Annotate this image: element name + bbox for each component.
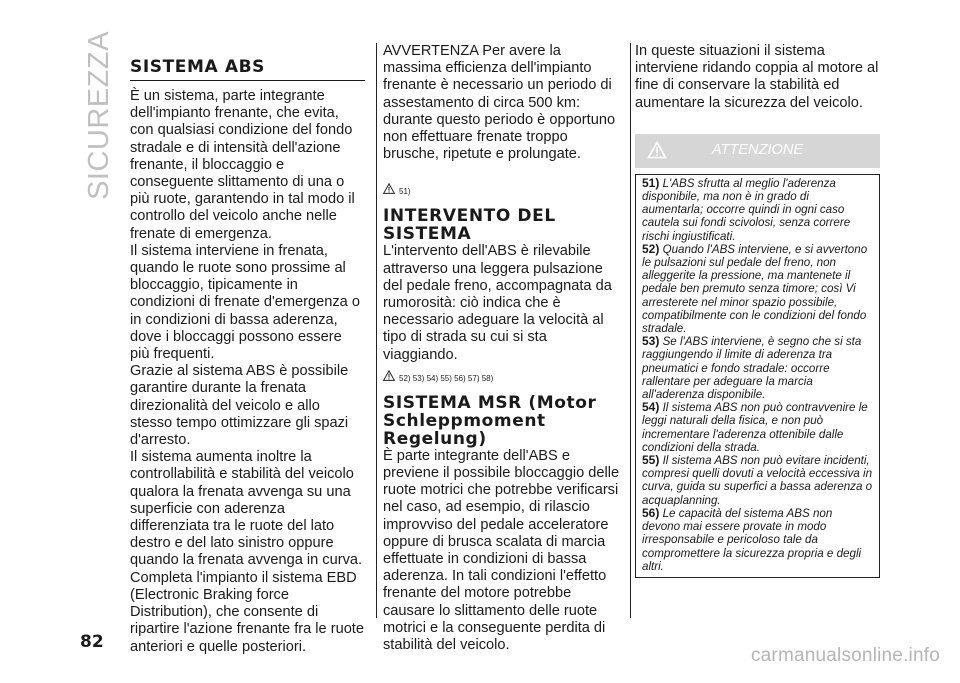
paragraph: Il sistema aumenta inoltre la controllabilità e stabilità del veicolo qualora la frenata avvenga su una superficie con aderenza differenziata tra le ruote del lato destro e del lato sinistro oppure quando la frenata avvenga in curva. [130, 449, 363, 569]
warning-paragraph: AVVERTENZA Per avere la massima efficienza dell'impianto frenante è necessario un periodo di assestamento di circa 500 km: durante questo periodo è opportuno non effettuare frenate troppo brusche, ripetute e prolungate. [383, 43, 616, 163]
note-text: L'ABS sfrutta al meglio l'aderenza disponibile, ma non è in grado di aumentarla; occorre quindi in ogni caso cautela sui fondi scivolosi, senza correre rischi ingiustificati. [642, 176, 851, 243]
paragraph: Completa l'impianto il sistema EBD (Electronic Braking force Distribution), che consente di ripartire l'azione frenante fra le ruote anteriori e quelle posteriori. [130, 569, 364, 655]
warning-triangle-icon [383, 183, 395, 194]
warning-triangle-icon [383, 370, 395, 381]
paragraph: L'intervento dell'ABS è rilevabile attraverso una leggera pulsazione del pedale freno, accompagnata da rumorosità: ciò indica che è necessario adeguare la velocità al tipo di strada su cui si sta viaggiando. [383, 243, 612, 363]
paragraph: È parte integrante dell'ABS e previene il possibile bloccaggio delle ruote motrici che potrebbe verificarsi nel caso, ad esempio, di rilascio improvviso del pedale acceleratore oppure di brusca scalata di marcia effettuate in condizioni di bassa aderenza. In tali condizioni l'effetto frenante del motore potrebbe causare lo slittamento delle ruote motrici e la conseguente perdita di stabilità del veicolo. [383, 447, 620, 654]
attention-box [635, 174, 880, 578]
attention-note [642, 507, 873, 573]
note-number: 51) [642, 175, 660, 190]
note-references [383, 183, 621, 199]
paragraph: È un sistema, parte integrante dell'impianto frenante, che evita, con qualsiasi condizione del fondo stradale e di intensità dell'azione frenante, il bloccaggio e conseguente slittamento di una o più ruote, garantendo in tal modo il controllo del veicolo anche nelle frenate di emergenza. [130, 88, 355, 242]
paragraph: In queste situazioni il sistema interviene ridando coppia al motore al fine di conservare la stabilità ed aumentare la sicurezza del veicolo. [635, 43, 879, 111]
note-reference-list: 52) 53) 54) 55) 56) 57) 58) [399, 373, 494, 383]
note-number: 53) [642, 334, 660, 349]
attention-note [642, 454, 873, 507]
column-divider [630, 43, 631, 618]
column-1 [130, 58, 365, 656]
heading-sistema-msr: SISTEMA MSR (Motor Schleppmoment Regelung) [383, 392, 597, 449]
note-number: 56) [642, 505, 660, 520]
page-number: 82 [80, 632, 104, 652]
note-text: Se l'ABS interviene, è segno che si sta raggiungendo il limite di aderenza tra pneumatici e fondo stradale: occorre rallentare per adeguare la marcia all'aderenza disponibile. [642, 335, 862, 402]
warning-triangle-icon [647, 141, 667, 159]
attention-note [642, 335, 873, 401]
paragraph: Grazie al sistema ABS è possibile garantire durante la frenata direzionalità del veicolo e allo stesso tempo ottimizzare gli spazi d'arresto. [130, 363, 349, 449]
column-divider [376, 43, 377, 618]
note-number: 52) [642, 241, 660, 256]
attention-note [642, 177, 873, 243]
section-side-tab [78, 30, 120, 200]
heading-intervento-sistema: INTERVENTO DEL SISTEMA [383, 206, 556, 245]
paragraph: Il sistema interviene in frenata, quando le ruote sono prossime al bloccaggio, tipicamente in condizioni di frenate d'emergenza o in condizioni di bassa aderenza, dove i bloccaggi possono essere più frequenti. [130, 242, 360, 363]
note-number: 55) [642, 453, 660, 468]
heading-sistema-abs: SISTEMA ABS [130, 58, 365, 81]
attention-header [635, 134, 880, 168]
watermark: carmanualsonline.info [750, 645, 940, 666]
column-2 [383, 43, 621, 654]
section-side-tab-label: SICUREZZA [82, 30, 115, 200]
attention-note [642, 401, 873, 454]
note-number: 54) [642, 400, 660, 415]
note-text: Il sistema ABS non può evitare incidenti, compresi quelli dovuti a velocità eccessiva in curva, guida su superfici a bassa aderenza o acquaplanning. [642, 454, 873, 507]
column-3 [635, 43, 880, 578]
note-reference-list: 51) [399, 187, 411, 197]
note-references [383, 370, 621, 386]
note-text: Il sistema ABS non può contravvenire le leggi naturali della fisica, e non può incrementare l'aderenza ottenibile dalle condizioni della strada. [642, 401, 868, 454]
note-text: Quando l'ABS interviene, e si avvertono le pulsazioni sul pedale del freno, non alleggerite la pressione, ma mantenete il pedale ben premuto senza timore; così Vi arresterete nel minor spazio possibile, compatibilmente con le condizioni del fondo stradale. [642, 242, 868, 336]
attention-note [642, 243, 873, 335]
note-text: Le capacità del sistema ABS non devono mai essere provate in modo irresponsabile e pericoloso tale da compromettere la sicurezza propria e degli altri. [642, 506, 862, 573]
attention-title: ATTENZIONE [711, 142, 804, 159]
